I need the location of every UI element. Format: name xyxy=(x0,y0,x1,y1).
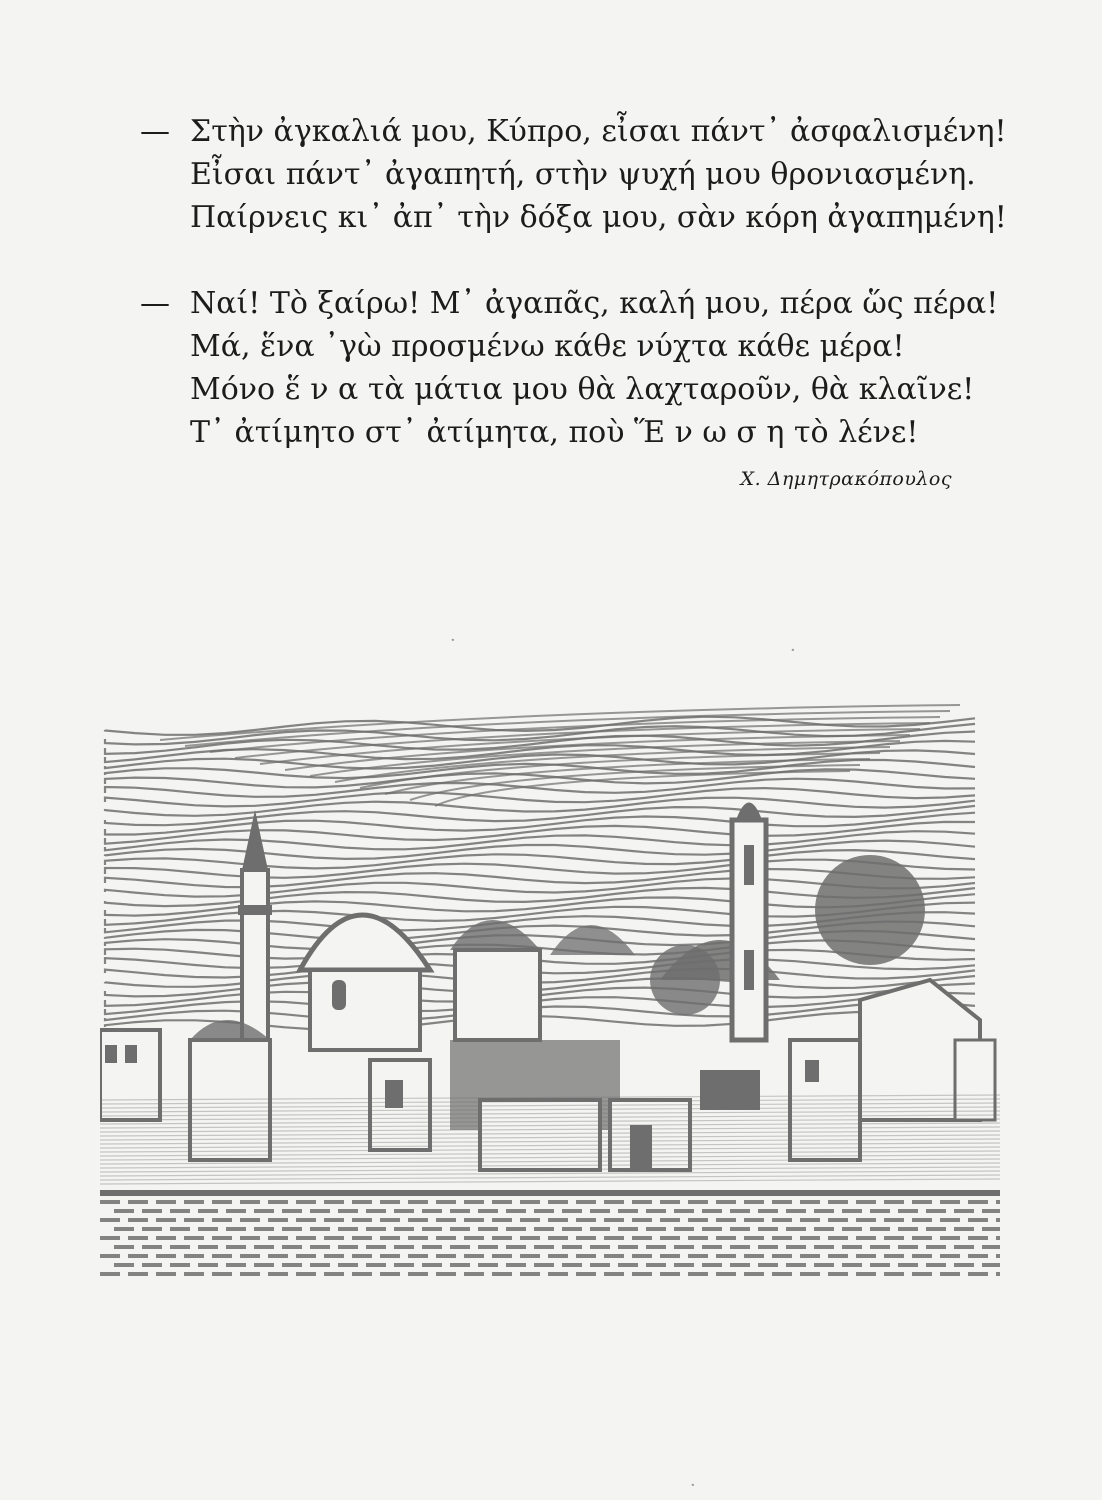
poem-line-text: Ναί! Τὸ ξαίρω! Μ᾿ ἀγαπᾶς, καλή μου, πέρα ὥς πέρα! xyxy=(190,286,999,321)
poem-line-text: Τ᾿ ἀτίμητο στ᾿ ἀτίμητα, ποὺ Ἕ ν ω σ η τὸ λένε! xyxy=(190,415,919,450)
ground-bricks xyxy=(100,1190,1000,1276)
poem-line xyxy=(140,153,1000,196)
woodcut-illustration xyxy=(100,680,1000,1290)
poem-line xyxy=(140,368,1000,411)
print-speck: · xyxy=(690,1475,696,1496)
dialogue-dash: — xyxy=(140,114,170,149)
poem-stanza-1 xyxy=(140,110,1007,239)
poem-line-text: Στὴν ἀγκαλιά μου, Κύπρο, εἶσαι πάντ᾿ ἀσφαλισμένη! xyxy=(190,114,1007,149)
print-speck: · xyxy=(790,640,796,661)
poem-line xyxy=(140,110,1007,153)
print-speck: · xyxy=(450,630,456,651)
dialogue-dash: — xyxy=(140,286,170,321)
poem-line xyxy=(140,411,1000,454)
poem-line xyxy=(140,325,1000,368)
poem-line-text: Παίρνεις κι᾿ ἀπ᾿ τὴν δόξα μου, σὰν κόρη ἀγαπημένη! xyxy=(190,200,1007,235)
poem-line xyxy=(140,282,1000,325)
poem-line-text: Μόνο ἕ ν α τὰ μάτια μου θὰ λαχταροῦν, θὰ κλαῖνε! xyxy=(190,372,975,407)
poem-line-text: Μά, ἕνα ᾿γὼ προσμένω κάθε νύχτα κάθε μέρα! xyxy=(190,329,905,364)
poem-line xyxy=(140,196,1007,239)
bleed-through-text xyxy=(190,70,198,95)
poem-line-text: Εἶσαι πάντ᾿ ἀγαπητή, στὴν ψυχή μου θρονιασμένη. xyxy=(190,157,976,192)
poem-stanza-2 xyxy=(140,282,1000,454)
author-signature: Χ. Δημητρακόπουλος xyxy=(740,468,952,490)
